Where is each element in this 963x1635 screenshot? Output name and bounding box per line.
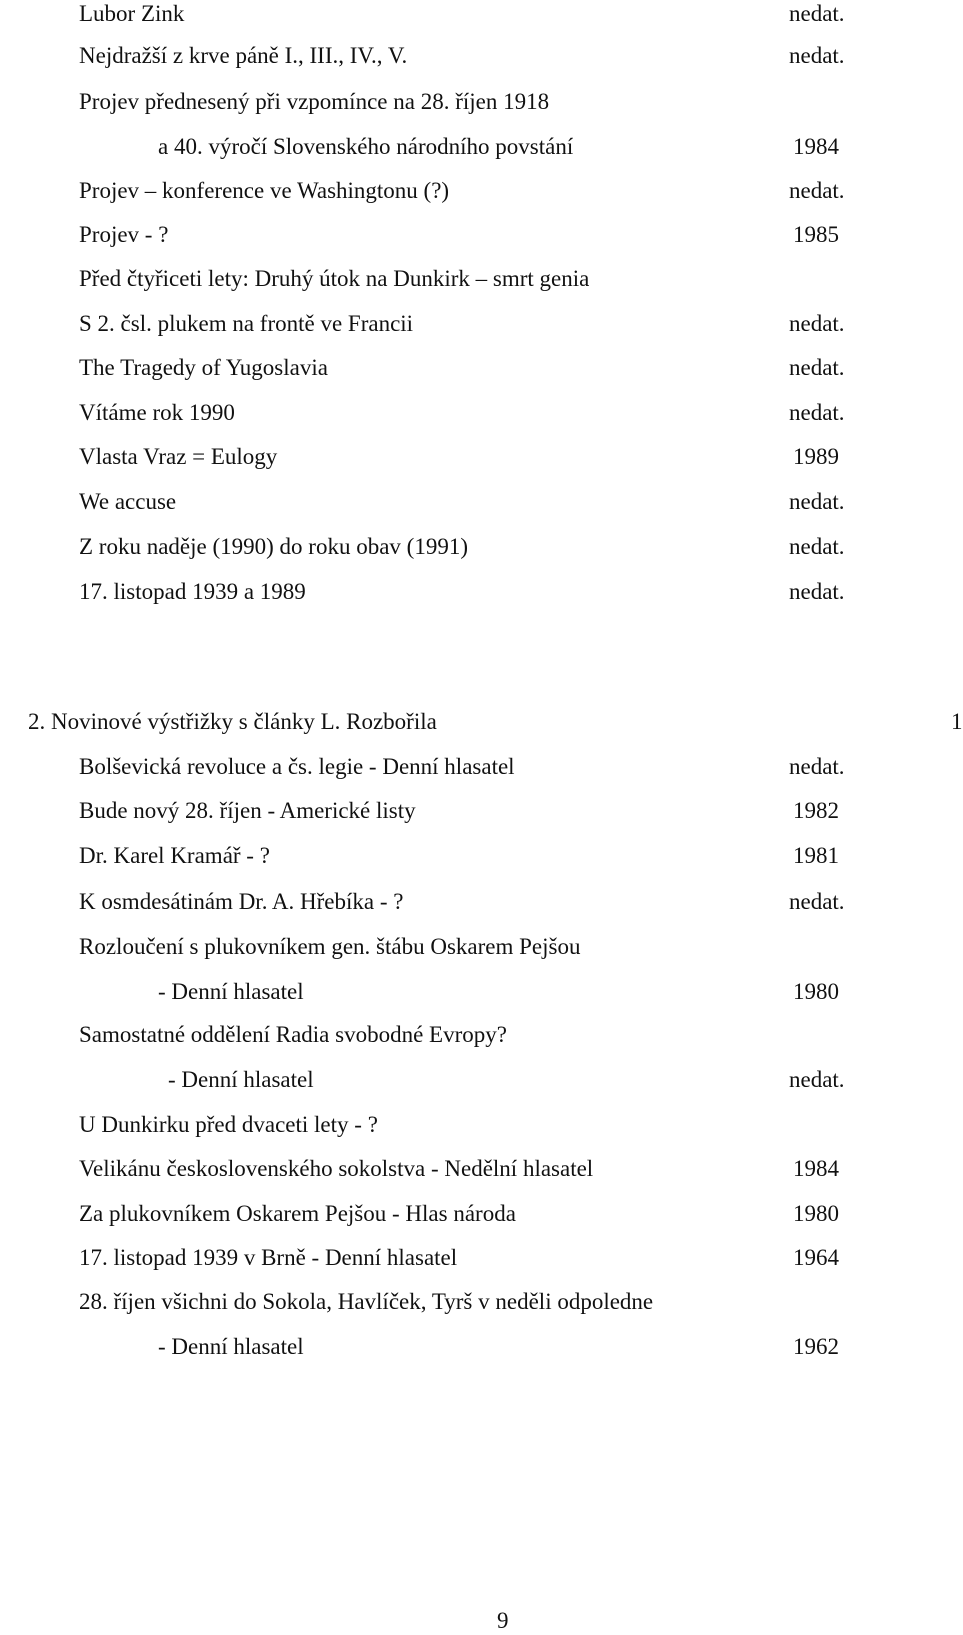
- entry-date: nedat.: [789, 889, 845, 914]
- entry-title: 17. listopad 1939 v Brně - Denní hlasatel: [79, 1245, 458, 1270]
- entry-title: Projev - ?: [79, 222, 169, 247]
- entry-date: nedat.: [789, 400, 845, 425]
- entry-date: 1962: [793, 1334, 839, 1359]
- entry-title: Projev – konference ve Washingtonu (?): [79, 178, 450, 203]
- section-heading: 2. Novinové výstřižky s články L. Rozbořila: [28, 709, 437, 734]
- entry-date: 1989: [793, 444, 839, 469]
- entry-date: nedat.: [789, 579, 845, 604]
- entry-title: S 2. čsl. plukem na frontě ve Francii: [79, 311, 414, 336]
- entry-title: Bude nový 28. říjen - Americké listy: [79, 798, 416, 823]
- entry-date: nedat.: [789, 178, 845, 203]
- entry-title: Lubor Zink: [79, 1, 185, 26]
- entry-date: nedat.: [789, 534, 845, 559]
- entry-title: U Dunkirku před dvaceti lety - ?: [79, 1112, 378, 1137]
- entry-date: 1980: [793, 1201, 839, 1226]
- entry-date: nedat.: [789, 1067, 845, 1092]
- entry-title: Rozloučení s plukovníkem gen. štábu Oskarem Pejšou: [79, 934, 581, 959]
- entry-title-continued: - Denní hlasatel: [168, 1067, 314, 1092]
- entry-title: 28. říjen všichni do Sokola, Havlíček, Tyrš v neděli odpoledne: [79, 1289, 654, 1314]
- entry-date: nedat.: [789, 43, 845, 68]
- entry-date: 1964: [793, 1245, 839, 1270]
- entry-title: Vítáme rok 1990: [79, 400, 235, 425]
- entry-date: nedat.: [789, 489, 845, 514]
- entry-date: 1985: [793, 222, 839, 247]
- entry-title: 17. listopad 1939 a 1989: [79, 579, 306, 604]
- entry-title-continued: - Denní hlasatel: [158, 1334, 304, 1359]
- entry-title: Projev přednesený při vzpomínce na 28. říjen 1918: [79, 89, 550, 114]
- entry-title: Dr. Karel Kramář - ?: [79, 843, 270, 868]
- entry-title: Za plukovníkem Oskarem Pejšou - Hlas národa: [79, 1201, 516, 1226]
- entry-date: nedat.: [789, 311, 845, 336]
- entry-title-continued: a 40. výročí Slovenského národního povstání: [158, 134, 574, 159]
- entry-date: 1984: [793, 1156, 839, 1181]
- section-count: 1: [951, 709, 963, 734]
- entry-date: 1982: [793, 798, 839, 823]
- entry-title: We accuse: [79, 489, 177, 514]
- entry-date: nedat.: [789, 754, 845, 779]
- entry-title-continued: - Denní hlasatel: [158, 979, 304, 1004]
- entry-title: Velikánu československého sokolstva - Nedělní hlasatel: [79, 1156, 594, 1181]
- entry-date: nedat.: [789, 1, 845, 26]
- entry-title: Vlasta Vraz = Eulogy: [79, 444, 278, 469]
- entry-date: 1980: [793, 979, 839, 1004]
- entry-date: nedat.: [789, 355, 845, 380]
- entry-title: Bolševická revoluce a čs. legie - Denní hlasatel: [79, 754, 515, 779]
- entry-title: Z roku naděje (1990) do roku obav (1991): [79, 534, 468, 559]
- entry-title: K osmdesátinám Dr. A. Hřebíka - ?: [79, 889, 404, 914]
- entry-date: 1984: [793, 134, 839, 159]
- entry-title: Samostatné oddělení Radia svobodné Evropy?: [79, 1022, 507, 1047]
- entry-title: Nejdražší z krve páně I., III., IV., V.: [79, 43, 408, 68]
- entry-date: 1981: [793, 843, 839, 868]
- entry-title: Před čtyřiceti lety: Druhý útok na Dunkirk – smrt genia: [79, 266, 590, 291]
- page-number: 9: [497, 1608, 509, 1633]
- entry-title: The Tragedy of Yugoslavia: [79, 355, 328, 380]
